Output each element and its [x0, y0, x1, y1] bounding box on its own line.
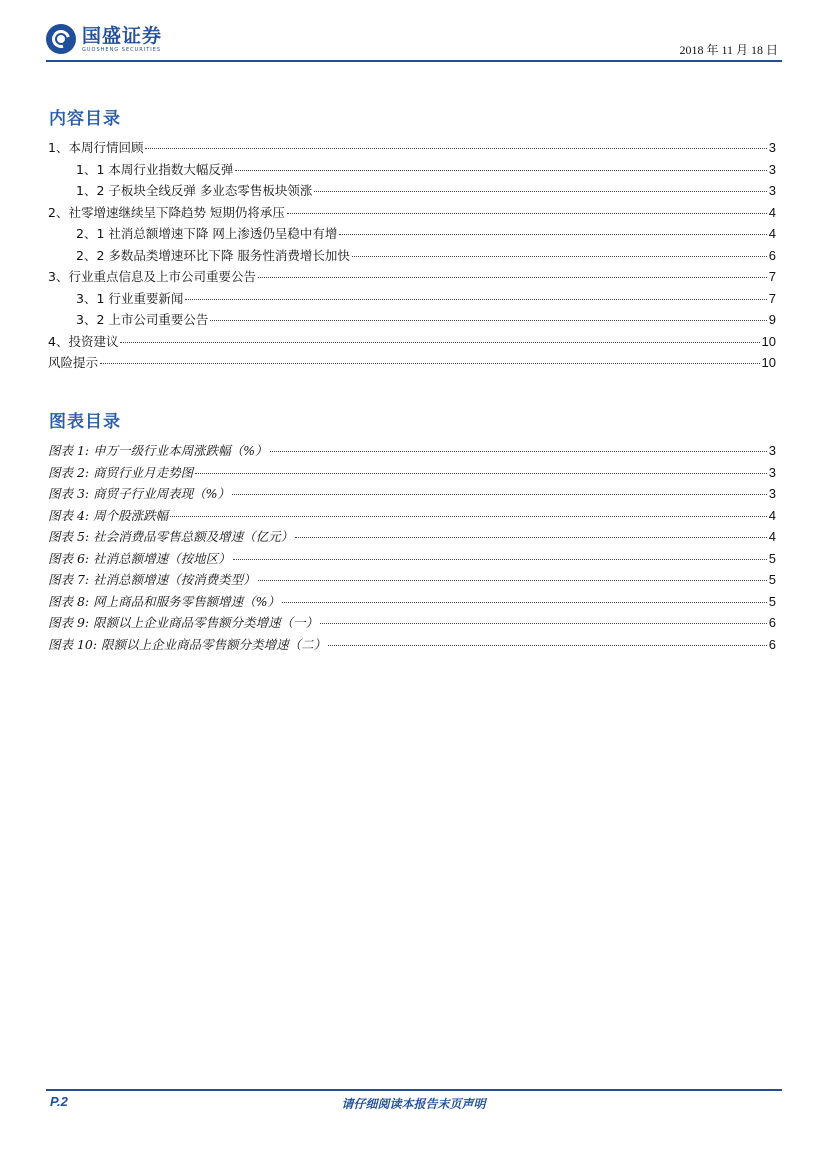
contents-entry-page: 4	[768, 226, 776, 241]
figure-entry-page: 4	[768, 529, 776, 544]
figure-entry-label: 图表 5: 社会消费品零售总额及增速（亿元）	[48, 529, 294, 544]
figure-entry-label: 图表 1: 申万一级行业本周涨跌幅（%）	[48, 443, 268, 458]
dot-leader	[328, 645, 767, 646]
figure-entry-page: 6	[768, 615, 776, 630]
contents-entry-label: 1、2 子板块全线反弹 多业态零售板块领涨	[76, 183, 313, 198]
contents-entry[interactable]	[48, 353, 776, 375]
dot-leader	[100, 363, 760, 364]
figure-entry[interactable]	[48, 635, 776, 657]
contents-entry-page: 3	[768, 161, 776, 177]
contents-entry[interactable]	[48, 289, 776, 311]
contents-entry-page: 4	[768, 204, 776, 220]
dot-leader	[339, 234, 766, 235]
figure-entry-page: 6	[768, 636, 776, 652]
dot-leader	[320, 623, 767, 624]
brand-name: 国盛证券	[82, 24, 163, 47]
figure-entry[interactable]	[48, 592, 776, 614]
dot-leader	[145, 148, 766, 149]
contents-entry-page: 3	[768, 183, 776, 198]
contents-entry-page: 7	[768, 269, 776, 284]
dot-leader	[120, 342, 759, 343]
contents-entry-label: 2、2 多数品类增速环比下降 服务性消费增长加快	[76, 247, 350, 263]
dot-leader	[287, 213, 767, 214]
contents-entry[interactable]	[48, 181, 776, 203]
contents-entry[interactable]	[48, 310, 776, 332]
figure-entry-label: 图表 4: 周个股涨跌幅	[48, 507, 169, 523]
header-rule	[46, 60, 782, 62]
contents-entry-page: 7	[768, 290, 776, 306]
contents-entry-label: 风险提示	[48, 355, 99, 370]
dot-leader	[232, 494, 767, 495]
dot-leader	[352, 256, 767, 257]
dot-leader	[295, 537, 767, 538]
contents-entry[interactable]	[48, 267, 776, 289]
contents-entry-label: 3、1 行业重要新闻	[76, 290, 184, 306]
company-logo	[46, 24, 162, 54]
contents-entry[interactable]	[48, 246, 776, 268]
figure-entry-page: 5	[768, 572, 776, 587]
dot-leader	[170, 516, 767, 517]
dot-leader	[282, 602, 767, 603]
dot-leader	[235, 170, 766, 171]
contents-entry-page: 10	[761, 333, 776, 349]
figure-entry[interactable]	[48, 506, 776, 528]
contents-title: 内容目录	[49, 109, 121, 129]
figure-entry-label: 图表 8: 网上商品和服务零售额增速（%）	[48, 593, 280, 609]
figure-entry-page: 3	[768, 464, 776, 480]
contents-entry-label: 3、行业重点信息及上市公司重要公告	[48, 269, 256, 284]
contents-list	[48, 138, 776, 375]
dot-leader	[314, 191, 766, 192]
figures-list	[48, 441, 776, 656]
figure-entry[interactable]	[48, 441, 776, 463]
contents-entry[interactable]	[48, 160, 776, 182]
figure-entry-page: 5	[768, 593, 776, 609]
figure-entry-label: 图表 2: 商贸行业月走势图	[48, 464, 194, 480]
figure-entry-label: 图表 10: 限额以上企业商品零售额分类增速（二）	[48, 636, 327, 652]
contents-entry-label: 4、投资建议	[48, 333, 119, 349]
figure-entry-page: 5	[768, 550, 776, 566]
contents-entry-label: 3、2 上市公司重要公告	[76, 312, 209, 327]
contents-entry-label: 2、社零增速继续呈下降趋势 短期仍将承压	[48, 204, 285, 220]
figure-entry[interactable]	[48, 549, 776, 571]
footer-rule	[46, 1089, 782, 1091]
logo-icon	[46, 24, 76, 54]
dot-leader	[210, 320, 766, 321]
dot-leader	[258, 580, 767, 581]
contents-entry-page: 10	[761, 355, 776, 370]
figure-entry-label: 图表 3: 商贸子行业周表现（%）	[48, 486, 230, 501]
dot-leader	[270, 451, 767, 452]
contents-entry-page: 9	[768, 312, 776, 327]
contents-entry-page: 3	[768, 140, 776, 155]
figure-entry-page: 3	[768, 486, 776, 501]
contents-entry-label: 1、本周行情回顾	[48, 140, 144, 155]
figure-entry[interactable]	[48, 484, 776, 506]
figure-entry[interactable]	[48, 527, 776, 549]
figure-entry[interactable]	[48, 463, 776, 485]
dot-leader	[233, 559, 767, 560]
contents-entry[interactable]	[48, 224, 776, 246]
contents-entry[interactable]	[48, 138, 776, 160]
figures-title: 图表目录	[49, 412, 121, 432]
figure-entry[interactable]	[48, 570, 776, 592]
report-date: 2018 年 11 月 18 日	[679, 43, 778, 57]
dot-leader	[258, 277, 767, 278]
figure-entry[interactable]	[48, 613, 776, 635]
brand-subtitle: GUOSHENG SECURITIES	[82, 46, 162, 53]
contents-entry[interactable]	[48, 203, 776, 225]
dot-leader	[195, 473, 767, 474]
page-number: P.2	[50, 1094, 68, 1109]
dot-leader	[185, 299, 766, 300]
figure-entry-page: 4	[768, 507, 776, 523]
contents-entry[interactable]	[48, 332, 776, 354]
figure-entry-label: 图表 6: 社消总额增速（按地区）	[48, 550, 231, 566]
footer-disclaimer: 请仔细阅读本报告末页声明	[341, 1097, 486, 1111]
contents-entry-label: 2、1 社消总额增速下降 网上渗透仍呈稳中有增	[76, 226, 338, 241]
figure-entry-label: 图表 7: 社消总额增速（按消费类型）	[48, 572, 256, 587]
contents-entry-page: 6	[768, 247, 776, 263]
contents-entry-label: 1、1 本周行业指数大幅反弹	[76, 161, 234, 177]
figure-entry-label: 图表 9: 限额以上企业商品零售额分类增速（一）	[48, 615, 319, 630]
figure-entry-page: 3	[768, 443, 776, 458]
page-header	[46, 22, 782, 62]
